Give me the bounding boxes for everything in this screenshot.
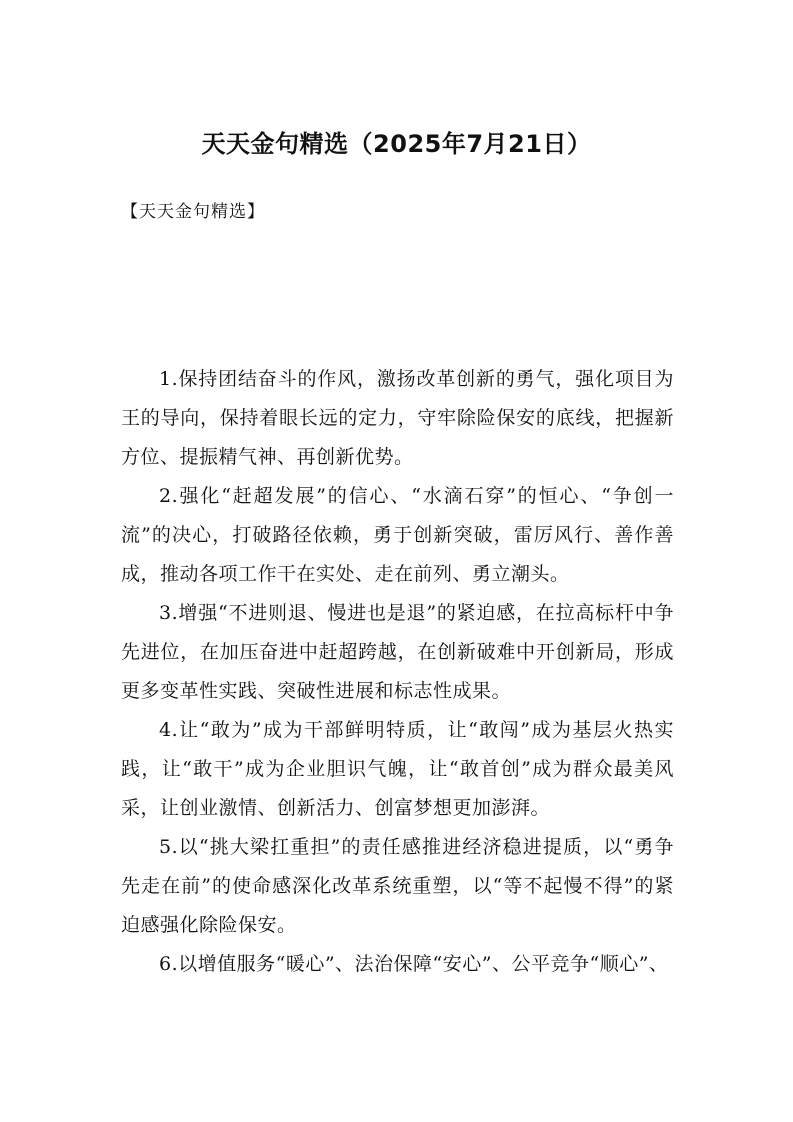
paragraph-3: 3.增强“不进则退、慢进也是退”的紧迫感，在拉高标杆中争先进位，在加压奋进中赶超跨越，在创新破难中开创新局，形成更多变革性实践、突破性进展和标志性成果。	[121, 602, 674, 702]
paragraph-1: 1.保持团结奋斗的作风，激扬改革创新的勇气，强化项目为王的导向，保持着眼长远的定力，守牢除险保安的底线，把握新方位、提振精气神、再创新优势。	[121, 368, 674, 468]
document-title: 天天金句精选（2025年7月21日）	[201, 130, 592, 158]
paragraph-6: 6.以增值服务“暖心”、法治保障“安心”、公平竞争“顺心”、	[159, 953, 669, 975]
section-label: 【天天金句精选】	[121, 202, 265, 222]
paragraph-2: 2.强化“赶超发展”的信心、“水滴石穿”的恒心、“争创一流”的决心，打破路径依赖，勇于创新突破，雷厉风行、善作善成，推动各项工作干在实处、走在前列、勇立潮头。	[121, 485, 674, 585]
document-body	[121, 360, 674, 984]
paragraph-5: 5.以“挑大梁扛重担”的责任感推进经济稳进提质，以“勇争先走在前”的使命感深化改革系统重塑，以“等不起慢不得”的紧迫感强化除险保安。	[121, 836, 674, 936]
paragraph-4: 4.让“敢为”成为干部鲜明特质，让“敢闯”成为基层火热实践，让“敢干”成为企业胆识气魄，让“敢首创”成为群众最美风采，让创业激情、创新活力、创富梦想更加澎湃。	[121, 719, 674, 819]
